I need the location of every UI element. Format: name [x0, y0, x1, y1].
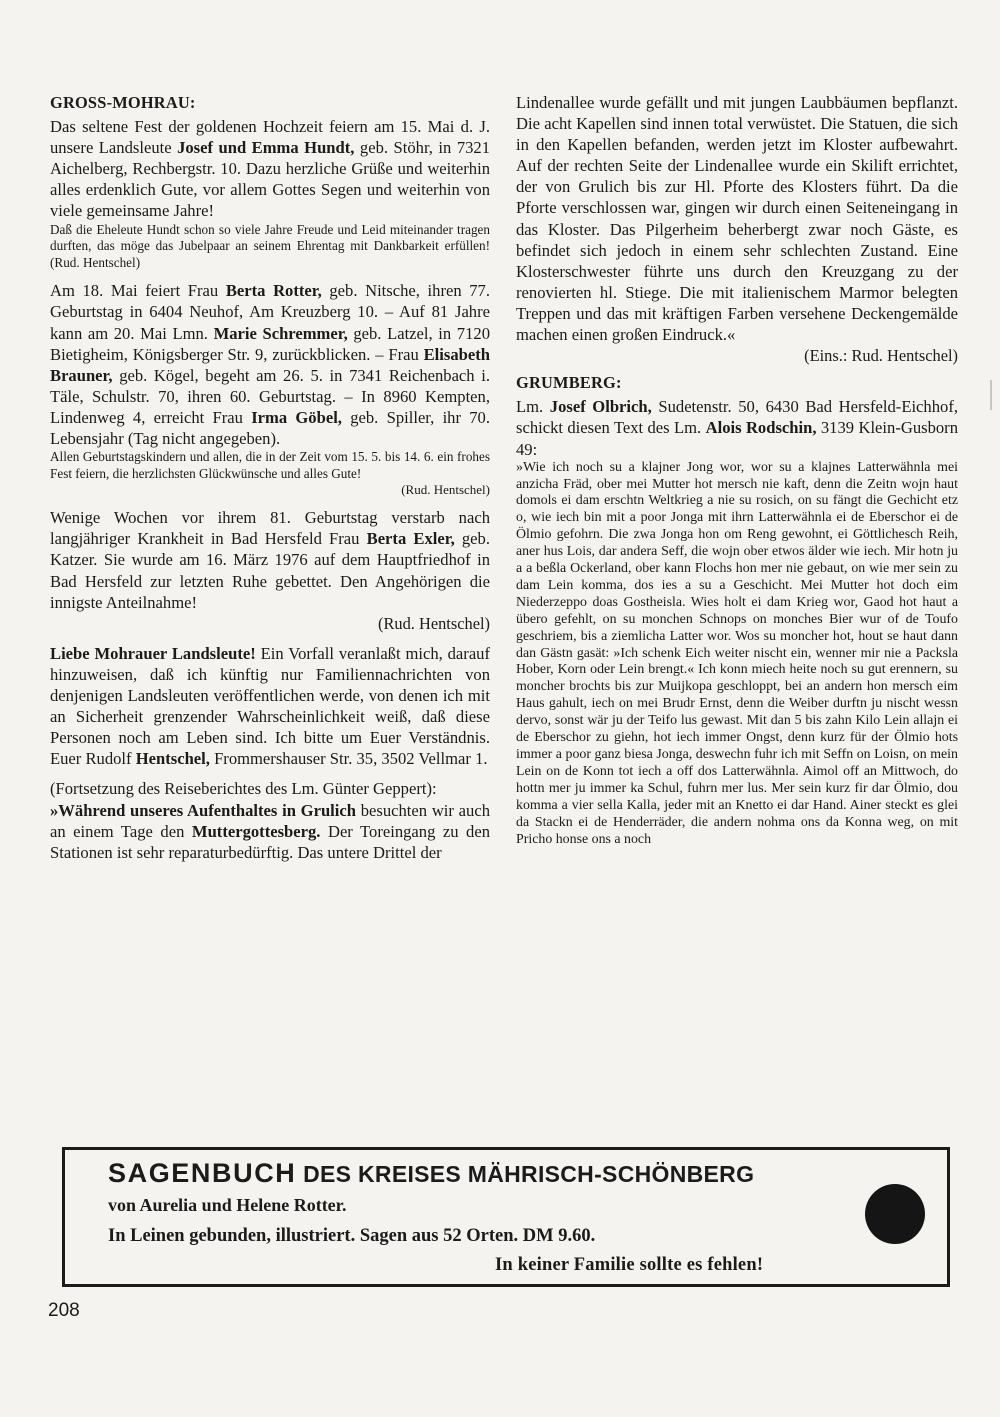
- notice-paragraph: Liebe Mohrauer Landsleute! Ein Vorfall veranlaßt mich, darauf hinzuweisen, daß ich künftig nur Familiennachrichten von denjenigen Landsleuten veröffentlichen werde, von denen ich mit an Sicherheit grenzender Wahrscheinlichkeit weiß, daß diese Personen noch am Leben sind. Ich bitte um Euer Verständnis. Euer Rudolf Hentschel, Frommershauser Str. 35, 3502 Vellmar 1.: [50, 643, 491, 769]
- person-name: Elisabeth Brauner,: [50, 344, 490, 385]
- obituary-signature: (Rud. Hentschel): [378, 613, 490, 633]
- person-name: Berta Rotter,: [225, 281, 322, 301]
- person-name: Josef und Emma Hundt,: [177, 138, 355, 158]
- birthdays-signature: (Rud. Hentschel): [401, 482, 490, 498]
- ad-details: In Leinen gebunden, illustriert. Sagen aus 52 Orten. DM 9.60.: [108, 1226, 596, 1246]
- person-name: Hentschel,: [135, 749, 210, 769]
- travel-paragraph: »Während unseres Aufenthaltes in Grulich besuchten wir auch an einem Tage den Muttergottesberg. Der Toreingang zu den Stationen ist sehr reparaturbedürftig. Das untere Drittel der: [50, 800, 490, 862]
- person-name: Berta Exler,: [366, 529, 455, 549]
- ad-title: SAGENBUCH DES KREISES MÄHRISCH-SCHÖNBERG: [108, 1158, 755, 1188]
- ad-authors: von Aurelia und Helene Rotter.: [108, 1195, 347, 1215]
- birthdays-paragraph: Am 18. Mai feiert Frau Berta Rotter, geb. Nitsche, ihren 77. Geburtstag in 6404 Neuhof, Am Kreuzberg 10. – Auf 81 Jahre kann am 20. Mai Lmn. Marie Schremmer, geb. Latzel, in 7120 Bietigheim, Königsberger Str. 9, zurückblicken. – Frau Elisabeth Brauner, geb. Kögel, begeht am 26. 5. in 7341 Reichenbach i. Täle, Schulstr. 70, ihren 60. Geburtstag. – In 8960 Kempten, Lindenweg 4, erreicht Frau Irma Göbel, geb. Spiller, ihr 70. Lebensjahr (Tag nicht angegeben).: [50, 281, 490, 448]
- birthdays-note: Allen Geburtstagskindern und allen, die in der Zeit vom 15. 5. bis 14. 6. ein frohes Fest feiern, die herzlichsten Glückwünsche und alles Gute!: [50, 449, 490, 481]
- section-heading-gross-mohrau: GROSS-MOHRAU:: [50, 93, 196, 112]
- travel-intro: (Fortsetzung des Reiseberichtes des Lm. Günter Geppert):: [50, 779, 437, 799]
- right-column: [516, 92, 958, 848]
- obituary-paragraph: Wenige Wochen vor ihrem 81. Geburtstag verstarb nach langjähriger Krankheit in Bad Hersfeld Frau Berta Exler, geb. Katzer. Sie wurde am 16. März 1976 auf dem Hauptfriedhof in Bad Hersfeld zur letzten Ruhe gebettet. Den Angehörigen die innigste Anteilnahme!: [50, 508, 490, 612]
- notice-salutation: Liebe Mohrauer Landsleute!: [50, 643, 256, 663]
- person-name: Josef Olbrich,: [549, 397, 652, 417]
- dialect-story: »Wie ich noch su a klajner Jong wor, wor su a klajnes Latterwähnla mei anzicha Fräd, ober mei Mutter hot mersch nie kaft, denn die Zeitn wojn haut domols ei dam erschtn Weltkrieg a nie su rosich, on su fängt die Gechicht etz o, wie iech bin mit a poor Jonga mit ihrn Latterwähnla ei de Eberschor ei de Ölmio gefohrn. Die zwa Jonga hon om Reng gewohnt, ei Göttlichesch Reih, aner hus Lois, dar andera Seff, die wojn ober etwos älder wie iech. Mir hotn ju a a beßla Ockerland, ober kann Flochs hon mer nie gebaut, on wie mer sein zu dam Lein komma, dos ies a su a Geschicht. Mei Mutter hot doch eim Niederzeppo doas Gostheisla. Wies holt ei dam Krieg wor, Gaod hot haut a übero gefehlt, on su monchen Schnops on monches Bier wur of de Toufo geschriem, bis a ziemlicha Latter wor. Wos su moncher hot, hout se haut dann dan Gästn gasät: »Ich schenk Eich weiter nischt ein, wenner mir nie a Packsla Hober, Korn oder Lein brengt.« Ich konn miech heite noch su gut erennern, su moncher brochts bis zur Muijkopa geschloppt, bei an andern hon mersch eim Haus gahult, iech on mei Brudr Ernst, denn die Weiber durftn ju nischt wessn dervo, sonst wär ju der Teifo lus gewast. Mit dan 5 bis zahn Kilo Lein allajn ei de Eberschor zu giehn, hot iech immer Ongst, denn kurz für der Ölmio hots immer a poor ganz biesa Jonga, deswechn fuhr ich mit Seffn on Loisn, on mein Lein on de Konn tot iech a off dos Latterwähnla. Aimol off an Mittwoch, do hottn mer ju immer ka Schul, fuhrn mer lus. Mer sein kurz fir dar Ölmio, dou komma a vier sella Kalla, jeder mit an Knetto ei dar Hand. Ainer steckt es glei da Stackn ei de Henderräder, die andern nohma ons da Konna weg, on mit Pricho honse ons a noch: [516, 459, 958, 847]
- person-name: Irma Göbel,: [251, 407, 342, 427]
- travel-signature: (Eins.: Rud. Hentschel): [804, 346, 958, 366]
- left-column: [50, 92, 490, 863]
- golden-wedding-note: Daß die Eheleute Hundt schon so viele Jahre Freude und Leid miteinander tragen durften, das möge das Jubelpaar an seinem Ehrentag mit Dankbarkeit erfüllen! (Rud. Hentschel): [50, 221, 490, 270]
- section-heading-grumberg: GRUMBERG:: [516, 373, 622, 393]
- black-dot-icon: [865, 1184, 925, 1244]
- person-name: Marie Schremmer,: [213, 323, 348, 343]
- grumberg-intro-paragraph: Lm. Josef Olbrich, Sudetenstr. 50, 6430 Bad Hersfeld-Eichhof, schickt diesen Text des Lm. Alois Rodschin, 3139 Klein-Gusborn 49:: [516, 397, 959, 459]
- ad-slogan: In keiner Familie sollte es fehlen!: [495, 1255, 764, 1275]
- advertisement-box: [62, 1147, 950, 1287]
- person-name: Alois Rodschin,: [705, 418, 817, 438]
- margin-mark: [990, 380, 992, 410]
- page-number: 208: [48, 1300, 80, 1321]
- travel-continued-paragraph: Lindenallee wurde gefällt und mit jungen Laubbäumen bepflanzt. Die acht Kapellen sind innen total verwüstet. Die Statuen, die sich in den Kapellen befanden, werden jetzt im Kloster aufbewahrt. Auf der rechten Seite der Lindenallee wurde ein Skilift errichtet, der von Grulich bis zur Hl. Pforte des Klosters führt. Da die Pforte verschlossen war, gingen wir durch einen Seiteneingang in das Kloster. Das Pilgerheim beherbergt zwar noch Gäste, es befindet sich jedoch in einem sehr schlechten Zustand. Eine Klosterschwester führte uns durch den Kreuzgang zu der renovierten hl. Stiege. Die mit italienischem Marmor belegten Treppen und das mit kräftigen Farben versehene Deckengemälde machen einen großen Eindruck.«: [516, 93, 958, 345]
- golden-wedding-paragraph: Das seltene Fest der goldenen Hochzeit feiern am 15. Mai d. J. unsere Landsleute Josef und Emma Hundt, geb. Stöhr, in 7321 Aichelberg, Rechbergstr. 10. Dazu herzliche Grüße und weiterhin alles erdenklich Gute, vor allem Gottes Segen und weiterhin von viele gemeinsame Jahre!: [50, 117, 491, 221]
